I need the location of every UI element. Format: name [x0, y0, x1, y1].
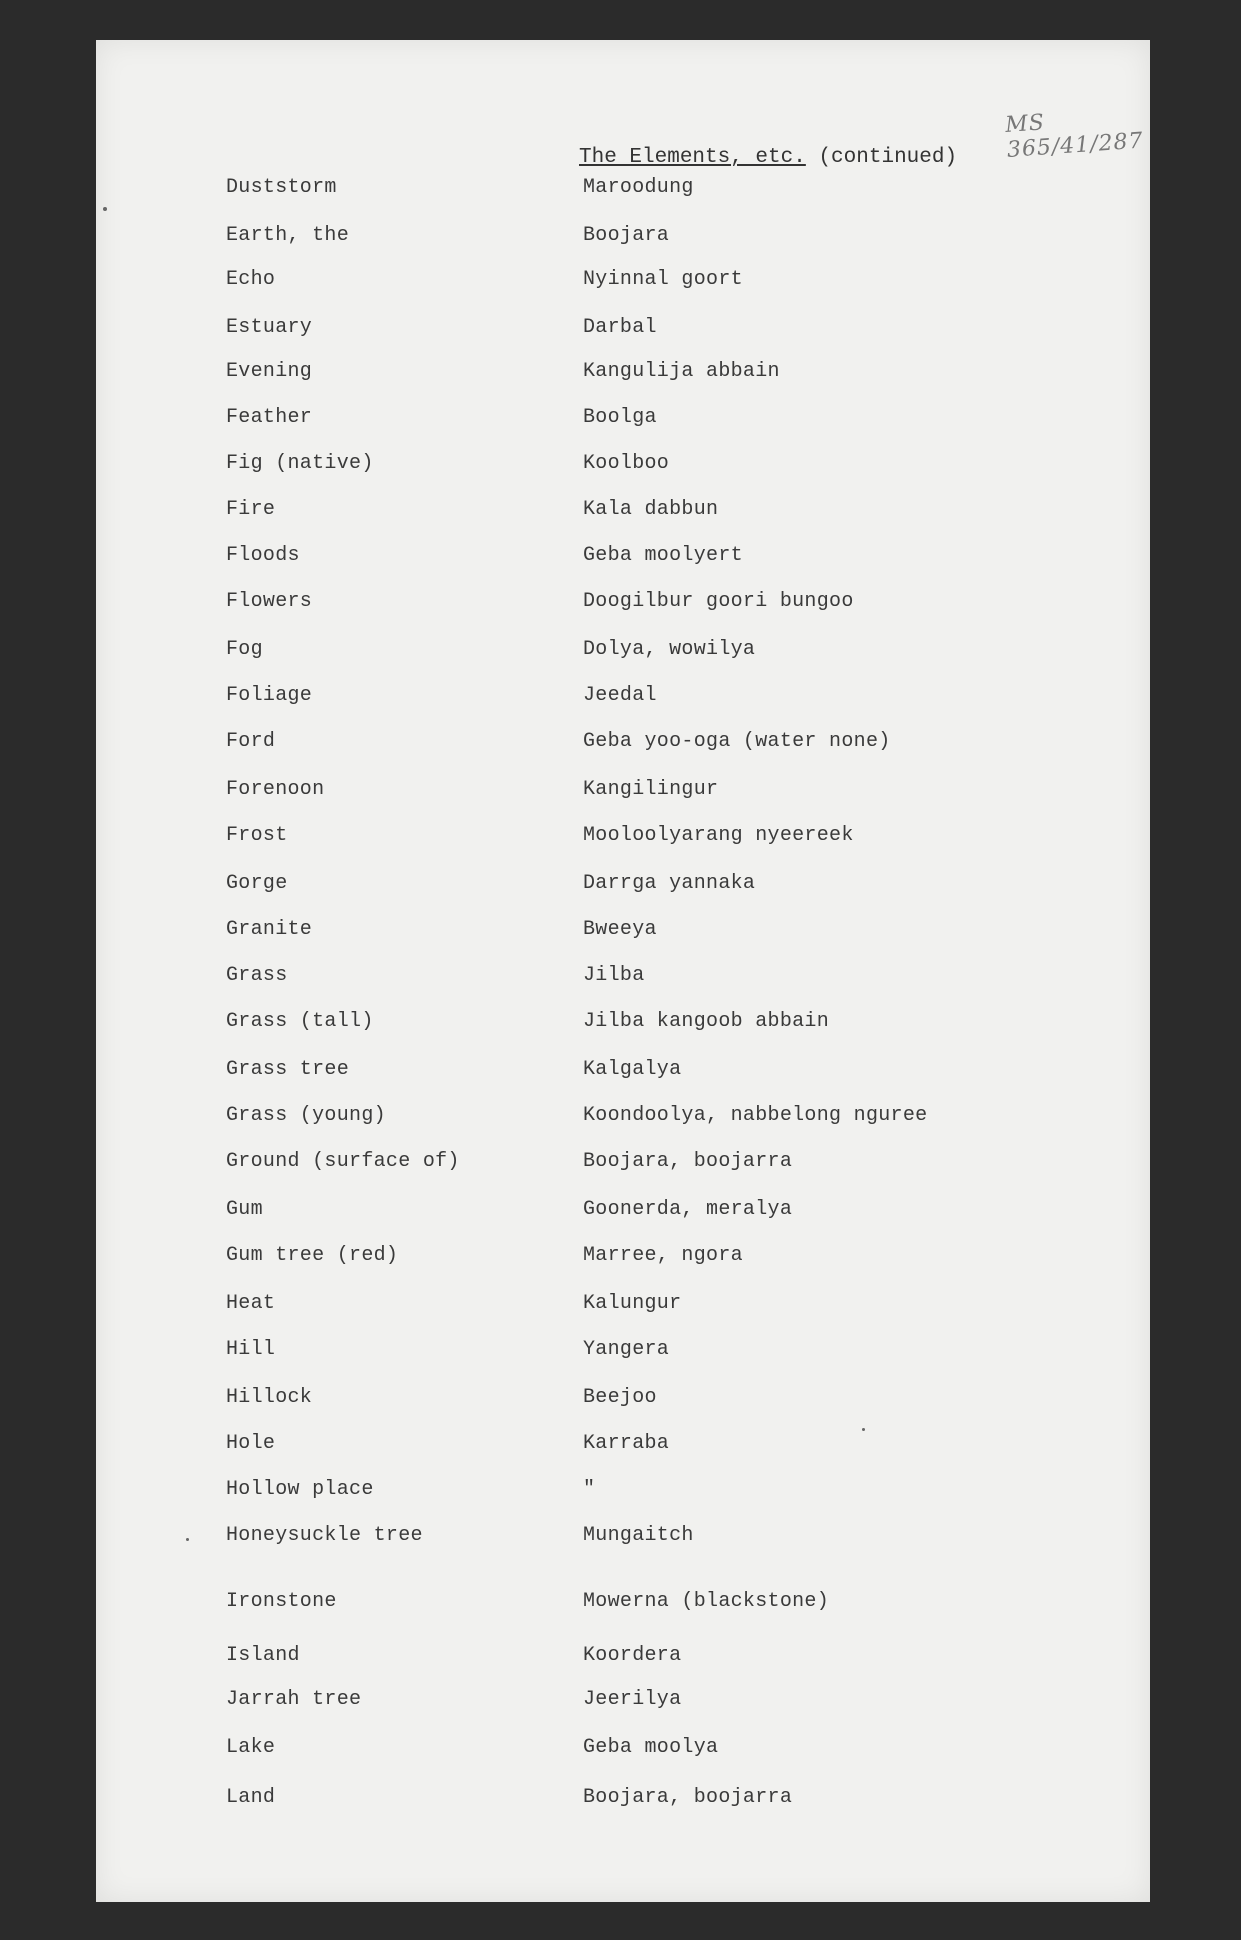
english-term: Floods	[226, 544, 300, 567]
list-item	[0, 452, 1241, 482]
paper-speck	[103, 207, 107, 211]
title-suffix: (continued)	[818, 146, 958, 169]
list-item	[0, 1338, 1241, 1368]
list-item	[0, 224, 1241, 254]
native-term: Boojara, boojarra	[583, 1150, 793, 1173]
english-term: Gum	[226, 1198, 263, 1221]
english-term: Honeysuckle tree	[226, 1524, 423, 1547]
english-term: Echo	[226, 268, 276, 291]
english-term: Grass tree	[226, 1058, 350, 1081]
english-term: Hillock	[226, 1386, 313, 1409]
native-term: Kangilingur	[583, 778, 719, 801]
english-term: Fog	[226, 638, 263, 661]
shelfmark-annotation: MS 365/41/287	[1004, 110, 1145, 163]
list-item	[0, 1644, 1241, 1674]
native-term: Dolya, wowilya	[583, 638, 756, 661]
native-term: Jilba kangoob abbain	[583, 1010, 830, 1033]
paper-speck	[862, 1428, 865, 1431]
list-item	[0, 1292, 1241, 1322]
english-term: Granite	[226, 918, 313, 941]
english-term: Evening	[226, 360, 313, 383]
list-item	[0, 1688, 1241, 1718]
list-item	[0, 1198, 1241, 1228]
list-item	[0, 778, 1241, 808]
native-term: Nyinnal goort	[583, 268, 743, 291]
native-term: Boolga	[583, 406, 657, 429]
native-term: Mungaitch	[583, 1524, 694, 1547]
english-term: Ground (surface of)	[226, 1150, 460, 1173]
list-item	[0, 964, 1241, 994]
english-term: Estuary	[226, 316, 313, 339]
english-term: Heat	[226, 1292, 276, 1315]
native-term: Jeerilya	[583, 1688, 682, 1711]
english-term: Fig (native)	[226, 452, 374, 475]
english-term: Land	[226, 1786, 276, 1809]
native-term: Koondoolya, nabbelong nguree	[583, 1104, 928, 1127]
native-term: Geba moolya	[583, 1736, 719, 1759]
native-term: Beejoo	[583, 1386, 657, 1409]
list-item	[0, 406, 1241, 436]
english-term: Lake	[226, 1736, 276, 1759]
list-item	[0, 638, 1241, 668]
native-term: Marree, ngora	[583, 1244, 743, 1267]
english-term: Fire	[226, 498, 276, 521]
list-item	[0, 684, 1241, 714]
list-item	[0, 316, 1241, 346]
list-item	[0, 544, 1241, 574]
english-term: Jarrah tree	[226, 1688, 362, 1711]
native-term: Mooloolyarang nyeereek	[583, 824, 854, 847]
list-item	[0, 498, 1241, 528]
list-item	[0, 268, 1241, 298]
native-term: Bweeya	[583, 918, 657, 941]
english-term: Feather	[226, 406, 313, 429]
native-term: Jilba	[583, 964, 645, 987]
native-term: Darrga yannaka	[583, 872, 756, 895]
native-term: Maroodung	[583, 176, 694, 199]
english-term: Grass (tall)	[226, 1010, 374, 1033]
english-term: Hill	[226, 1338, 276, 1361]
list-item	[0, 176, 1241, 206]
english-term: Gum tree (red)	[226, 1244, 399, 1267]
native-term: Kangulija abbain	[583, 360, 780, 383]
english-term: Earth, the	[226, 224, 350, 247]
list-item	[0, 590, 1241, 620]
native-term: Geba yoo-oga (water none)	[583, 730, 891, 753]
native-term: Mowerna (blackstone)	[583, 1590, 830, 1613]
english-term: Flowers	[226, 590, 313, 613]
list-item	[0, 1150, 1241, 1180]
list-item	[0, 1786, 1241, 1816]
native-term: Jeedal	[583, 684, 657, 707]
title-main: The Elements, etc.	[579, 146, 806, 169]
list-item	[0, 1244, 1241, 1274]
english-term: Island	[226, 1644, 300, 1667]
native-term: "	[583, 1478, 596, 1501]
native-term: Doogilbur goori bungoo	[583, 590, 854, 613]
native-term: Goonerda, meralya	[583, 1198, 793, 1221]
list-item	[0, 1386, 1241, 1416]
native-term: Boojara, boojarra	[583, 1786, 793, 1809]
list-item	[0, 1010, 1241, 1040]
english-term: Frost	[226, 824, 288, 847]
list-item	[0, 730, 1241, 760]
english-term: Forenoon	[226, 778, 325, 801]
list-item	[0, 1736, 1241, 1766]
native-term: Koordera	[583, 1644, 682, 1667]
native-term: Kalgalya	[583, 1058, 682, 1081]
native-term: Kala dabbun	[583, 498, 719, 521]
native-term: Karraba	[583, 1432, 670, 1455]
english-term: Grass (young)	[226, 1104, 386, 1127]
english-term: Hole	[226, 1432, 276, 1455]
native-term: Yangera	[583, 1338, 670, 1361]
english-term: Foliage	[226, 684, 313, 707]
english-term: Gorge	[226, 872, 288, 895]
english-term: Hollow place	[226, 1478, 374, 1501]
list-item	[0, 1432, 1241, 1462]
native-term: Boojara	[583, 224, 670, 247]
paper-speck	[186, 1538, 189, 1541]
list-item	[0, 1058, 1241, 1088]
list-item	[0, 824, 1241, 854]
list-item	[0, 1104, 1241, 1134]
list-item	[0, 1590, 1241, 1620]
english-term: Ironstone	[226, 1590, 337, 1613]
english-term: Duststorm	[226, 176, 337, 199]
english-term: Ford	[226, 730, 276, 753]
native-term: Darbal	[583, 316, 657, 339]
native-term: Geba moolyert	[583, 544, 743, 567]
list-item	[0, 1478, 1241, 1508]
list-item	[0, 360, 1241, 390]
native-term: Kalungur	[583, 1292, 682, 1315]
english-term: Grass	[226, 964, 288, 987]
list-item	[0, 918, 1241, 948]
list-item	[0, 872, 1241, 902]
native-term: Koolboo	[583, 452, 670, 475]
